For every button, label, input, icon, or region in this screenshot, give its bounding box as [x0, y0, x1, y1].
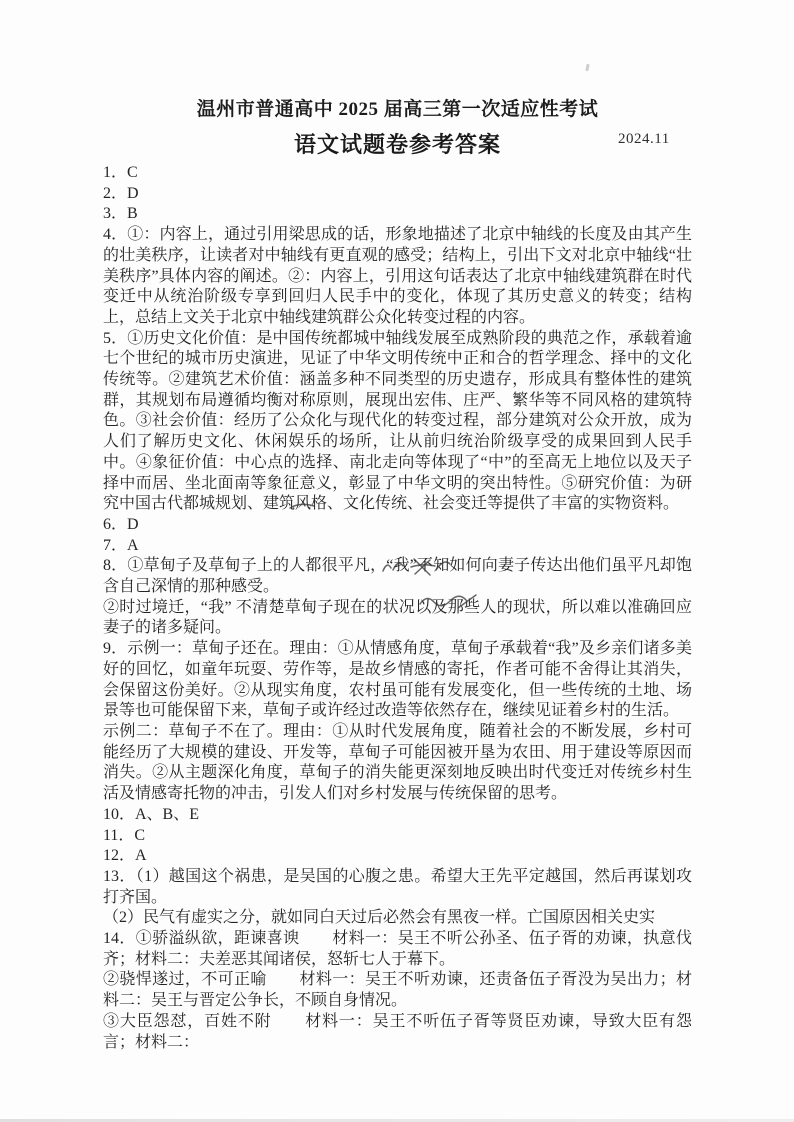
answer-q9-example2: 示例二：草甸子不在了。理由：①从时代发展角度，随着社会的不断发展，乡村可能经历了大规模的建设、开发等，草甸子可能因被开垦为农田、用于建设等原因而消失。②从主题深化角度，草甸子的消失能更深刻地反映出时代变迁对传统乡村生活及情感寄托物的冲击，引发人们对乡村发展与传统保留的思考。 — [103, 722, 692, 803]
answer-q14-point1: 14．①骄溢纵欲，距谏喜谀 材料一：吴王不听公孙圣、伍子胥的劝谏，执意伐齐；材料二：夫差恶其闻诸侯，怒斩七人于幕下。 — [103, 930, 692, 968]
answer-q4: 4．①：内容上，通过引用梁思成的话，形象地描述了北京中轴线的长度及由其产生的壮美秩序，让读者对中轴线有更直观的感受；结构上，引出下文对北京中轴线“壮美秩序”具体内容的阐述。②：内容上，引用这句话表达了北京中轴线建筑群在时代变迁中从统治阶级专享到回归人民手中的变化，体现了其历史意义的转变；结构上，总结上文关于北京中轴线建筑群公众化转变过程的内容。 — [103, 226, 692, 326]
answer-q9-example1: 9．示例一：草甸子还在。理由：①从情感角度，草甸子承载着“我”及乡亲们诸多美好的回忆，如童年玩耍、劳作等，是故乡情感的寄托，作者可能不舍得让其消失，会保留这份美好。②从现实角度，农村虽可能有发展变化，但一些传统的土地、场景等也可能保留下来，草甸子或许经过改造等依然存在，继续见证着乡村的生活。 — [103, 640, 692, 720]
exam-date: 2024.11 — [618, 131, 670, 147]
answer-q13-part2: （2）民气有虚实之分，就如同白天过后必然会有黑夜一样。亡国原因相关史实 — [103, 909, 656, 927]
answer-q14-point3: ③大臣怨怼，百姓不附 材料一：吴王不听伍子胥等贤臣劝谏，导致大臣有怨言；材料二： — [103, 1012, 692, 1051]
answer-q14-point2: ②骁悍遂过，不可正喻 材料一：吴王不听劝谏，还责备伍子胥没为吴出力；材料二：吴王与晋定公争长，不顾自身情况。 — [103, 971, 692, 1010]
answer-q13-part1: 13．（1）越国这个祸患，是吴国的心腹之患。希望大王先平定越国，然后再谋划攻打齐国。 — [103, 867, 692, 906]
answer-q12: 12．A — [103, 847, 147, 865]
answer-q10: 10．A、B、E — [103, 805, 200, 823]
ink-speck-icon — [585, 64, 589, 71]
answer-q3: 3．B — [103, 205, 138, 223]
answer-q7: 7．A — [103, 536, 139, 554]
exam-title: 温州市普通高中 2025 届高三第一次适应性考试 — [196, 99, 599, 120]
answer-q8-part2: ②时过境迁，“我” 不清楚草甸子现在的状况以及那些人的现状，所以难以准确回应妻子的诸多疑问。 — [103, 598, 692, 637]
answer-q2: 2．D — [103, 184, 139, 202]
answer-q6: 6．D — [103, 515, 139, 533]
answer-list — [103, 163, 692, 1053]
answer-sheet-title: 语文试题卷参考答案 — [293, 132, 501, 157]
answer-q11: 11．C — [103, 826, 146, 844]
answer-q1: 1．C — [103, 164, 138, 181]
answer-q8-part1: 8．①草甸子及草甸子上的人都很平凡，“我”不知如何向妻子传达出他们虽平凡却饱含自己深情的那种感受。 — [103, 557, 692, 596]
document-header — [103, 94, 692, 159]
answer-q5: 5．①历史文化价值：是中国传统都城中轴线发展至成熟阶段的典范之作，承载着逾七个世纪的城市历史演进，见证了中华文明传统中正和合的哲学理念、择中的文化传统等。②建筑艺术价值：涵盖多种不同类型的历史遗存，形成具有整体性的建筑群，其规划布局遵循均衡对称原则，展现出宏伟、庄严、繁华等不同风格的建筑特色。③社会价值：经历了公众化与现代化的转变过程，部分建筑对公众开放，成为人们了解历史文化、休闲娱乐的场所，让从前归统治阶级享受的成果回到人民手中。④象征价值：中心点的选择、南北走向等体现了“中”的至高无上地位以及天子择中而居、坐北面南等象征意义，彰显了中华文明的突出特性。⑤研究价值：为研究中国古代都城规划、建筑风格、文化传统、社会变迁等提供了丰富的实物资料。 — [103, 329, 692, 513]
